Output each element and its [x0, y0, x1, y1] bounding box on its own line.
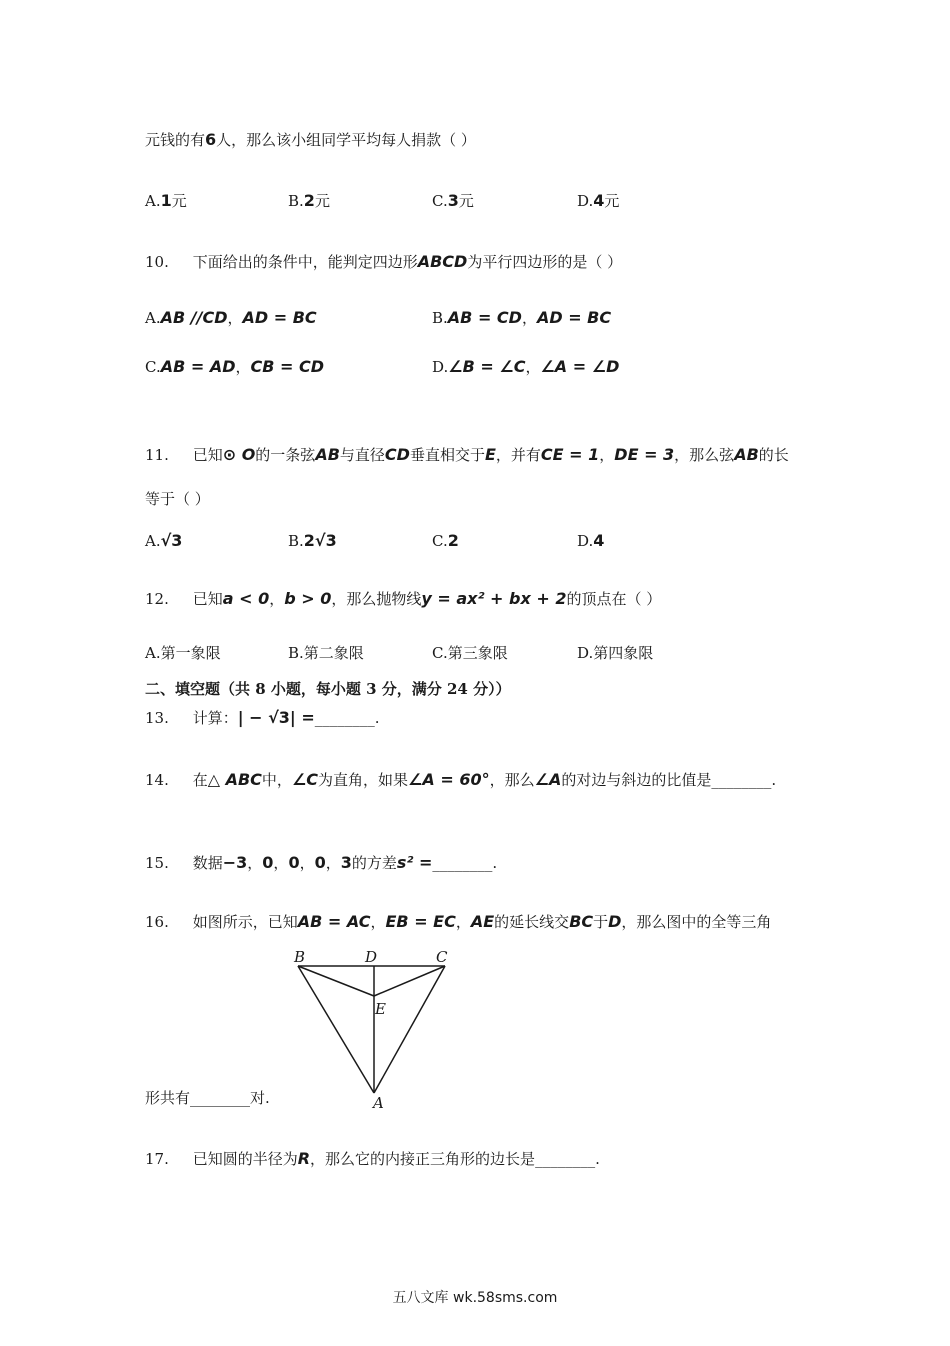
segment-be	[298, 966, 374, 996]
option-c: C.2	[432, 531, 459, 550]
label-a: A	[373, 1094, 384, 1110]
question-10: 10. 下面给出的条件中，能判定四边形ABCD为平行四边形的是（ ）	[145, 252, 623, 271]
segment-ba	[298, 966, 374, 1093]
question-number: 14.	[145, 771, 169, 789]
option-a: A.第一象限	[145, 644, 221, 662]
page-footer: 五八文库 wk.58sms.com	[392, 1290, 558, 1306]
question-number: 10.	[145, 253, 169, 271]
triangle-figure	[290, 948, 460, 1110]
question-14: 14. 在△ ABC中，∠C为直角，如果∠A = 60°，那么∠A的对边与斜边的比值是________.	[145, 770, 777, 789]
option-b: B.第二象限	[288, 644, 364, 662]
answer-blank: ________	[190, 1089, 251, 1107]
option-c: C.第三象限	[432, 644, 508, 662]
segment-ce	[374, 966, 445, 996]
q9-continuation: 元钱的有6人，那么该小组同学平均每人捐款（ ）	[145, 130, 476, 149]
question-number: 16.	[145, 913, 169, 931]
question-11: 11. 已知⊙ O的一条弦AB与直径CD垂直相交于E，并有CE = 1，DE = 3，那么弦AB的长	[145, 445, 789, 464]
option-b: B.2元	[288, 191, 330, 210]
label-d: D	[365, 948, 378, 966]
option-d: D.4元	[577, 191, 620, 210]
option-a: A.√3	[145, 531, 183, 550]
segment-ca	[374, 966, 445, 1093]
answer-blank: ________	[314, 709, 375, 727]
question-16-line2: 形共有________对.	[145, 1089, 270, 1107]
option-c: C.3元	[432, 191, 474, 210]
question-number: 13.	[145, 709, 169, 727]
label-c: C	[436, 948, 448, 966]
answer-blank: ________	[535, 1150, 596, 1168]
option-d: D.∠B = ∠C，∠A = ∠D	[432, 357, 620, 376]
answer-blank: ________	[711, 771, 772, 789]
question-16: 16. 如图所示，已知AB = AC，EB = EC，AE的延长线交BC于D，那么图中的全等三角	[145, 912, 772, 931]
answer-blank: ________	[432, 854, 493, 872]
question-13: 13. 计算：| − √3| =________.	[145, 708, 380, 727]
option-c: C.AB = AD，CB = CD	[145, 357, 325, 376]
option-b: B.2√3	[288, 531, 337, 550]
question-number: 11.	[145, 446, 169, 464]
math-expr: 6	[205, 130, 217, 149]
question-11-line2: 等于（ ）	[145, 490, 210, 508]
label-e: E	[375, 1000, 386, 1018]
option-a: A.1元	[145, 191, 187, 210]
question-number: 17.	[145, 1150, 169, 1168]
question-17: 17. 已知圆的半径为R，那么它的内接正三角形的边长是________.	[145, 1149, 600, 1168]
label-b: B	[294, 948, 306, 966]
option-b: B.AB = CD，AD = BC	[432, 308, 612, 327]
question-number: 12.	[145, 590, 169, 608]
option-d: D.4	[577, 531, 605, 550]
question-number: 15.	[145, 854, 169, 872]
option-d: D.第四象限	[577, 644, 654, 662]
option-a: A.AB //CD，AD = BC	[145, 308, 317, 327]
question-15: 15. 数据−3，0，0，0，3的方差s² =________.	[145, 853, 498, 872]
question-12: 12. 已知a < 0，b > 0，那么抛物线y = ax² + bx + 2的顶点在（ ）	[145, 589, 662, 608]
section-heading: 二、填空题（共 8 小题，每小题 3 分，满分 24 分））	[145, 680, 511, 698]
math-expr: ABCD	[417, 252, 468, 271]
